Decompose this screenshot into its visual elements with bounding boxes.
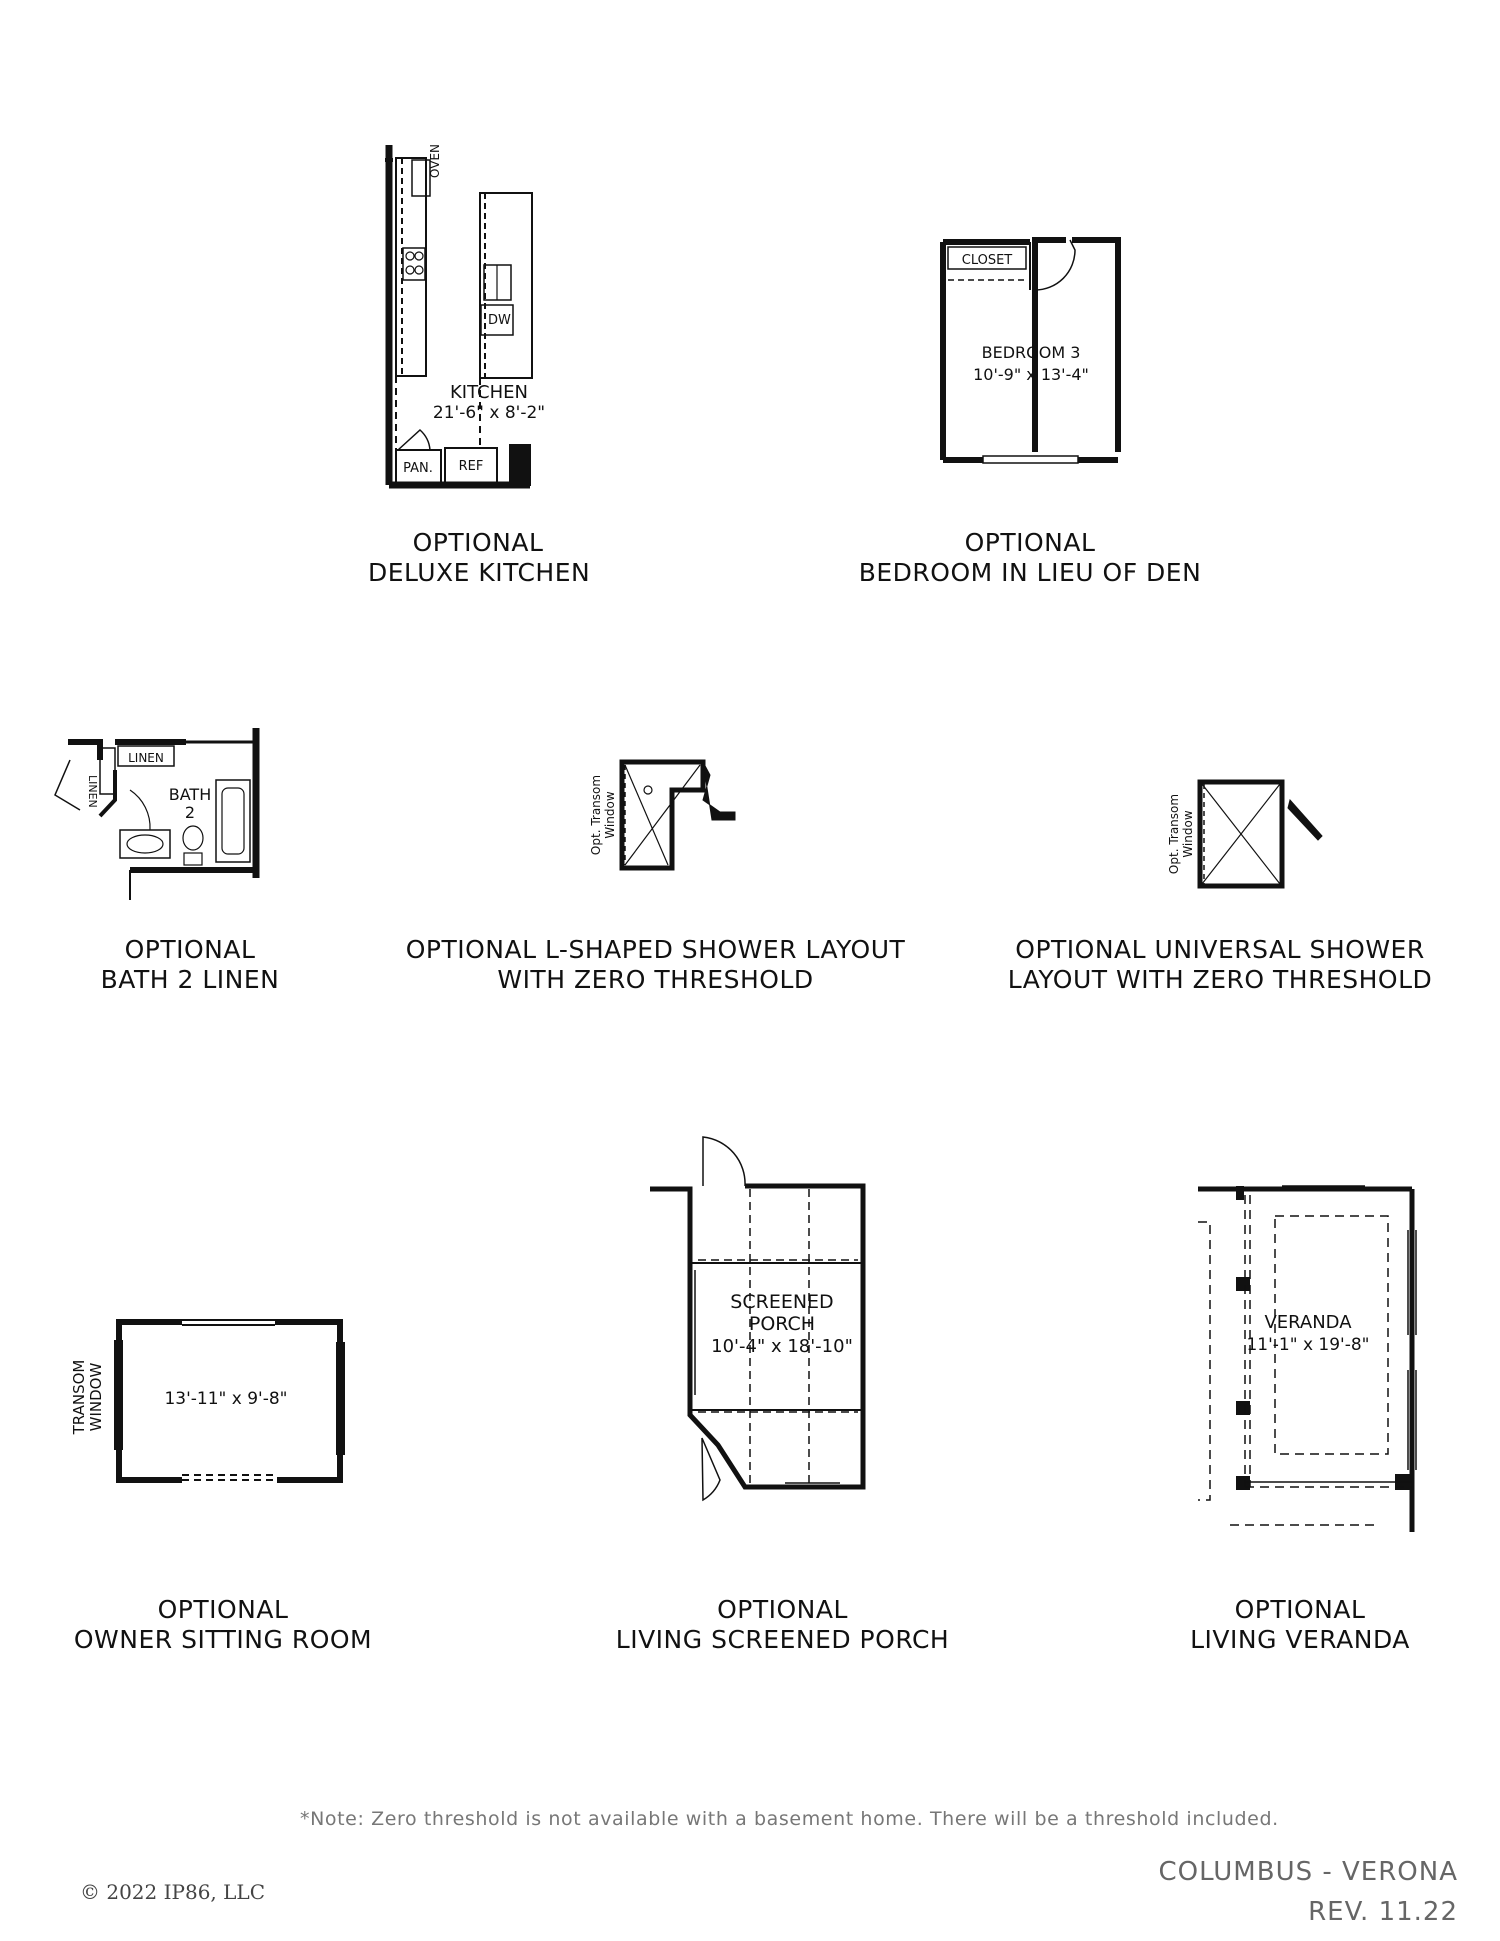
plan-labels: [70, 144, 1370, 1435]
caption-line-2: LIVING VERANDA: [1190, 1625, 1410, 1654]
porch-room-name-2: PORCH: [748, 1313, 816, 1335]
caption-line-1: OPTIONAL: [124, 935, 256, 964]
u-shower-window-label-2: Window: [1181, 810, 1195, 858]
caption-line-1: OPTIONAL L-SHAPED SHOWER LAYOUT: [405, 935, 906, 964]
zero-threshold-note: *Note: Zero threshold is not available with a basement home. There will be a threshold included.: [300, 1808, 1279, 1830]
oven-label: OVEN: [428, 143, 442, 178]
caption-line-1: OPTIONAL UNIVERSAL SHOWER: [1015, 935, 1425, 964]
caption-line-2: LAYOUT WITH ZERO THRESHOLD: [1007, 965, 1433, 994]
veranda-dims: 11'-1" x 19'-8": [1246, 1335, 1370, 1355]
caption-line-2: DELUXE KITCHEN: [368, 558, 591, 587]
bath-linen-side-label: LINEN: [86, 775, 99, 808]
sitting-room-caption: [68, 1595, 378, 1655]
bath-room-number: 2: [184, 803, 196, 822]
u-shower-window-label: Opt. Transom: [1167, 793, 1181, 875]
deluxe-kitchen-caption: [368, 528, 591, 588]
transom-window-label: TRANSOM: [70, 1359, 88, 1435]
kitchen-room-name: KITCHEN: [450, 382, 528, 403]
universal-shower-caption: [1000, 935, 1440, 995]
closet-label: CLOSET: [961, 253, 1013, 268]
porch-dims: 10'-4" x 18'-10": [711, 1336, 853, 1357]
caption-line-1: OPTIONAL: [717, 1595, 848, 1624]
caption-line-1: OPTIONAL: [1234, 1595, 1366, 1624]
revision-label: REV. 11.22: [1308, 1897, 1458, 1927]
refrigerator-label: REF: [458, 459, 484, 474]
bath-room-name: BATH: [168, 785, 212, 804]
plan-title-block: [1158, 1852, 1458, 1932]
l-shower-caption: [398, 935, 913, 995]
transom-window-label-2: WINDOW: [87, 1362, 105, 1432]
sitting-room-dims: 13'-11" x 9'-8": [164, 1389, 288, 1409]
l-shower-window-label-2: Window: [603, 791, 617, 839]
universal-shower-plan: [1200, 782, 1322, 886]
caption-line-2: WITH ZERO THRESHOLD: [497, 965, 814, 994]
copyright-notice: © 2022 IP86, LLC: [80, 1880, 265, 1904]
dishwasher-label: DW: [488, 313, 511, 328]
veranda-plan: [1198, 1186, 1416, 1532]
porch-room-name: SCREENED: [730, 1291, 834, 1313]
caption-line-2: BEDROOM IN LIEU OF DEN: [858, 558, 1202, 587]
bedroom-caption: [850, 528, 1210, 588]
caption-line-1: OPTIONAL: [157, 1595, 289, 1624]
screened-porch-caption: [610, 1595, 955, 1655]
bath-linen-top-label: LINEN: [128, 751, 164, 765]
veranda-room-name: VERANDA: [1264, 1312, 1352, 1333]
bedroom-room-name: BEDROOM 3: [981, 343, 1081, 362]
l-shower-plan: [622, 762, 735, 868]
caption-line-2: BATH 2 LINEN: [100, 965, 280, 994]
bath-linen-caption: [90, 935, 290, 995]
caption-line-1: OPTIONAL: [964, 528, 1096, 557]
kitchen-dims: 21'-6" x 8'-2": [432, 403, 546, 423]
plan-name: COLUMBUS - VERONA: [1158, 1857, 1458, 1887]
l-shower-window-label: Opt. Transom: [589, 774, 603, 856]
caption-line-1: OPTIONAL: [412, 528, 544, 557]
caption-line-2: LIVING SCREENED PORCH: [615, 1625, 950, 1654]
veranda-caption: [1185, 1595, 1415, 1655]
bedroom-dims: 10'-9" x 13'-4": [973, 365, 1089, 384]
caption-line-2: OWNER SITTING ROOM: [73, 1625, 373, 1654]
pantry-label: PAN.: [403, 461, 433, 476]
